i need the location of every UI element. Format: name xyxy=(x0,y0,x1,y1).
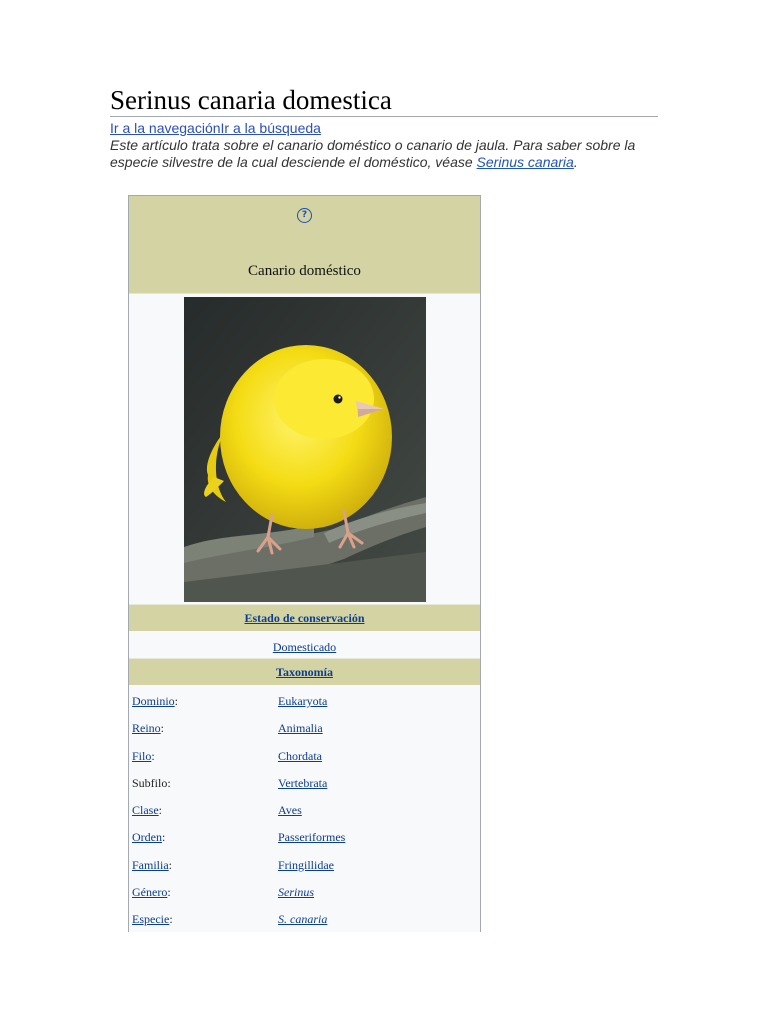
rank-text: Subfilo xyxy=(132,775,168,790)
jump-links xyxy=(110,120,321,136)
rank-link[interactable]: Filo xyxy=(132,748,152,763)
taxonomy-row xyxy=(129,767,480,794)
taxonomy-row xyxy=(129,740,480,767)
taxonomy-rank: Clase: xyxy=(132,803,163,818)
canary-photo[interactable] xyxy=(184,297,426,602)
taxonomy-row xyxy=(129,849,480,876)
jump-to-search-link[interactable]: Ir a la búsqueda xyxy=(220,120,321,136)
taxonomy-rank: Reino: xyxy=(132,721,165,736)
infobox-image-cell xyxy=(129,294,480,604)
rank-link[interactable]: Familia xyxy=(132,857,169,872)
taxobox xyxy=(128,195,481,932)
serinus-canaria-link[interactable]: Serinus canaria xyxy=(476,154,574,170)
jump-to-navigation-link[interactable]: Ir a la navegación xyxy=(110,120,221,136)
infobox-title: Canario doméstico xyxy=(248,263,361,279)
rank-link[interactable]: Especie xyxy=(132,912,170,927)
taxonomy-value[interactable]: Vertebrata xyxy=(278,775,328,790)
question-circle-icon[interactable]: ? xyxy=(297,208,312,223)
taxonomy-rank: Orden: xyxy=(132,830,166,845)
taxonomy-rank: Familia: xyxy=(132,857,173,872)
taxonomy-row xyxy=(129,685,480,712)
taxonomy-header xyxy=(129,658,480,685)
taxonomy-value[interactable]: Serinus xyxy=(278,885,314,900)
hatnote-text: Este artículo trata sobre el canario doméstico o canario de jaula. Para saber sobre la especie silvestre de la cual desciende el doméstico, véase xyxy=(110,137,636,170)
hatnote-end: . xyxy=(573,154,578,170)
page-title: Serinus canaria domestica xyxy=(110,84,658,117)
conservation-status-header xyxy=(129,604,480,631)
rank-link[interactable]: Reino xyxy=(132,721,161,736)
rank-link[interactable]: Género xyxy=(132,885,168,900)
taxonomy-rank: Subfilo: xyxy=(132,775,171,790)
taxonomy-row xyxy=(129,712,480,739)
domesticated-link[interactable]: Domesticado xyxy=(272,640,337,654)
taxonomy-value[interactable]: Animalia xyxy=(278,721,323,736)
taxonomy-rank: Género: xyxy=(132,885,171,900)
taxonomy-row xyxy=(129,876,480,903)
canary-illustration xyxy=(184,297,426,602)
taxonomy-value[interactable]: Eukaryota xyxy=(278,694,328,708)
rank-link[interactable]: Dominio xyxy=(132,694,175,708)
taxonomy-value[interactable]: Aves xyxy=(278,803,302,818)
conservation-status-row xyxy=(129,631,480,658)
rank-link[interactable]: Clase xyxy=(132,803,159,818)
taxonomy-row xyxy=(129,794,480,821)
taxonomy-value[interactable]: Chordata xyxy=(278,748,322,763)
rank-link[interactable]: Orden xyxy=(132,830,162,845)
taxonomy-row xyxy=(129,903,480,930)
taxonomy-table xyxy=(129,685,480,931)
taxonomy-rank: Filo: xyxy=(132,748,155,763)
taxonomy-link[interactable]: Taxonomía xyxy=(276,665,333,679)
taxonomy-value[interactable]: S. canaria xyxy=(278,912,328,927)
taxonomy-row xyxy=(129,821,480,848)
infobox-header xyxy=(129,196,480,294)
taxonomy-value[interactable]: Passeriformes xyxy=(278,830,346,845)
hatnote xyxy=(110,137,650,171)
taxonomy-value[interactable]: Fringillidae xyxy=(278,857,334,872)
taxonomy-rank: Dominio: xyxy=(132,694,179,708)
taxonomy-rank: Especie: xyxy=(132,912,173,927)
conservation-status-link[interactable]: Estado de conservación xyxy=(244,611,365,625)
